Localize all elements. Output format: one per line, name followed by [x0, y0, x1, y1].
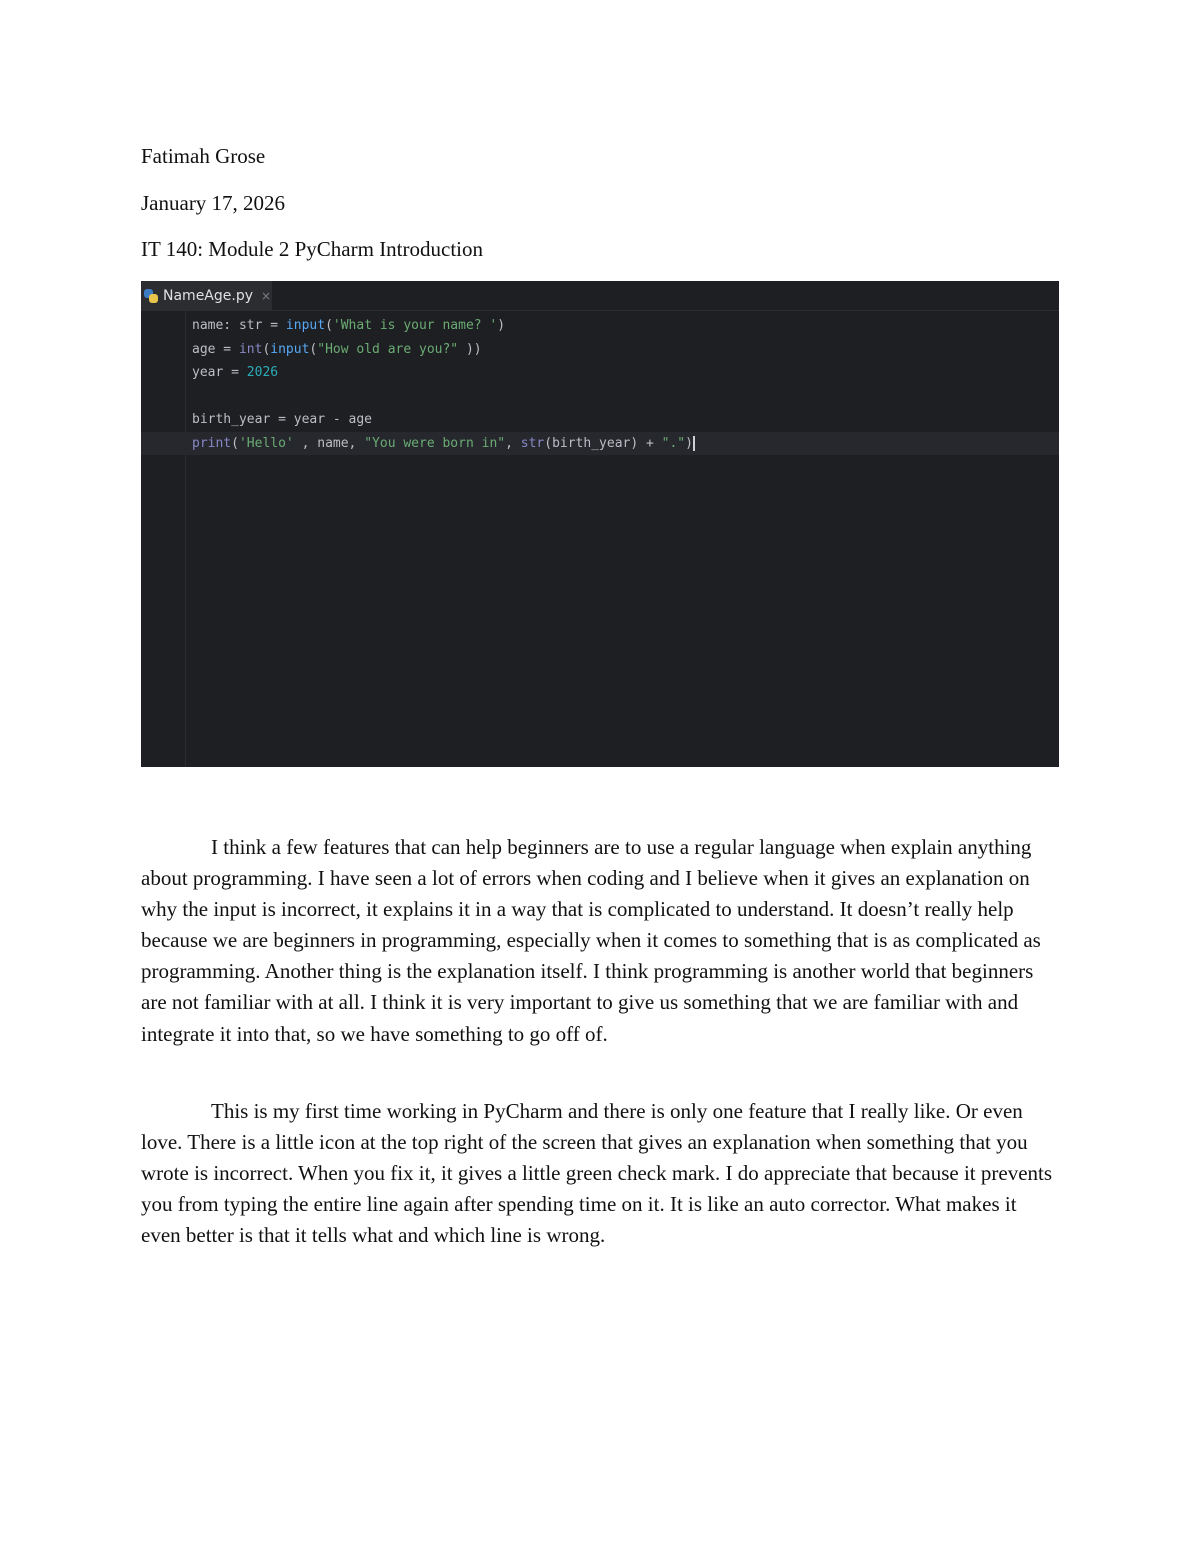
author-name: Fatimah Grose	[141, 144, 266, 168]
code-line: birth_year = year - age	[192, 412, 373, 427]
editor-tab-bar	[141, 281, 1059, 311]
course-title: IT 140: Module 2 PyCharm Introduction	[141, 237, 483, 261]
code-line: age = int(input("How old are you?" ))	[192, 341, 482, 357]
editor-tab-nameage[interactable]	[141, 281, 272, 310]
document-date: January 17, 2026	[141, 191, 286, 215]
code-area[interactable]	[192, 314, 1059, 455]
editor-tab-label: NameAge.py	[163, 287, 254, 304]
body-paragraph-1: I think a few features that can help beginners are to use a regular language when explain anything about programming. I have seen a lot of errors when coding and I believe when it gives an explanation on why the input is incorrect, it explains it in a way that is complicated to understand. It doesn’t really help because we are beginners in programming, especially when it comes to something that is as complicated as programming. Another thing is the explanation itself. I think programming is another world that beginners are not familiar with at all. I think it is very important to give us something that we are familiar with and integrate it into that, so we have something to go off of.	[141, 835, 1041, 1046]
code-line: year = 2026	[192, 365, 279, 380]
body-paragraph-2: This is my first time working in PyCharm and there is only one feature that I really like. Or even love. There is a little icon at the top right of the screen that gives an explanation when something that you wrote is incorrect. When you fix it, it gives a little green check mark. I do appreciate that because it prevents you from typing the entire line again after spending time on it. It is like an auto corrector. What makes it even better is that it tells what and which line is wrong.	[141, 1099, 1053, 1248]
code-editor-screenshot	[141, 281, 1059, 767]
code-line-current: print('Hello' , name, "You were born in", str(birth_year) + ".")	[141, 432, 1059, 456]
text-caret	[693, 436, 695, 451]
close-icon[interactable]: ×	[261, 288, 272, 303]
python-file-icon	[144, 289, 158, 303]
code-line-blank	[192, 385, 1059, 409]
code-line: name: str = input('What is your name? ')	[192, 318, 506, 333]
line-gutter	[141, 311, 186, 767]
